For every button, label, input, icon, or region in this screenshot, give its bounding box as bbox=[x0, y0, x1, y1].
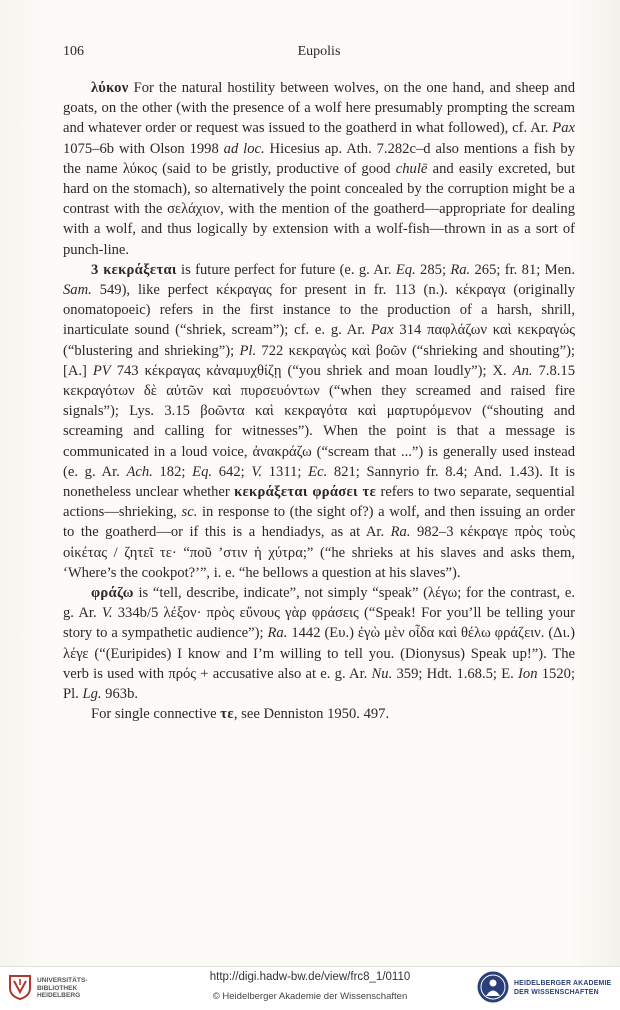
text-run: and easily excreted, but hard on the stomach), so alternatively the point concealed by the corruption might be a contrast with the σελάχιον, with the mention of the goatherd—appropriate for dealing with a wolf, and thus logically by extension with a wolf-fish—thrown in as a sort of punch-line. bbox=[63, 160, 575, 258]
text-run: 182; bbox=[152, 463, 193, 480]
paragraph-kekraxetai bbox=[63, 260, 575, 583]
text-run: 265; fr. 81; Men. bbox=[470, 261, 576, 278]
lemma: 3 κεκράξεται bbox=[91, 261, 177, 278]
text-run: is “tell, describe, indicate”, not simply “speak” (λέγω; for the contrast, e. g. Ar. bbox=[63, 585, 575, 622]
lemma: λύκον bbox=[91, 80, 129, 96]
running-title: Eupolis bbox=[297, 44, 341, 59]
italic-reference: Ion bbox=[518, 665, 538, 682]
italic-reference: Pax bbox=[370, 322, 394, 339]
italic-reference: Nu. bbox=[371, 665, 393, 682]
italic-reference: Ec. bbox=[308, 463, 328, 480]
text-run: 821; Sannyrio fr. 8.4; And. 1.43). It is nonetheless unclear whether bbox=[63, 463, 575, 501]
academy-seal-icon bbox=[476, 970, 510, 1004]
italic-reference: Ach. bbox=[126, 463, 153, 480]
copyright-notice: © Heidelberger Akademie der Wissenschaften bbox=[212, 991, 408, 1002]
text-run: 285; bbox=[415, 261, 451, 278]
text-run: 7.8.15 κεκραγότων δὲ αὐτῶν καὶ πυρσευόντων (“when they screamed and raised fire signals”); Lys. 3.15 βοῶντα καὶ κεκραγότα καὶ μαρτυρόμενον (“shouting and screaming and calling for witnesses”). When the point is that a message is communicated in a loud voice, ἀνακράζω (“scream that ...”) is generally used instead (e. g. Ar. bbox=[63, 362, 575, 480]
text-run: 549), like perfect κέκραγας for present in fr. 113 (n.). κέκραγα (originally onomatopoeic) refers in the first instance to the production of a harsh, shrill, inarticulate sound (“shriek, scream”); cf. e. g. Ar. bbox=[63, 282, 575, 339]
text-run: refers to two separate, sequential actions—shrieking, bbox=[63, 484, 575, 521]
commentary-text bbox=[63, 78, 575, 725]
italic-reference: An. bbox=[512, 362, 533, 379]
text-run: 314 παφλάζων καὶ κεκραγώς (“blustering and shrieking”); bbox=[63, 322, 575, 359]
lemma: κεκράξεται φράσει τε bbox=[234, 484, 377, 501]
library-name: UNIVERSITÄTS- BIBLIOTHEK HEIDELBERG bbox=[37, 977, 88, 1000]
university-library-logo[interactable] bbox=[8, 974, 148, 1004]
text-run: is future perfect for future (e. g. Ar. bbox=[176, 261, 396, 278]
text-run: 1442 (Ευ.) ἐγὼ μὲν οἶδα καὶ θέλω φράζειν. (Δι.) λέγε (“(Euripides) I know and I’m willing to tell you. (Dionysus) Speak up!”). The verb is used with πρός + accusative also at e. g. Ar. bbox=[63, 625, 576, 682]
page-number: 106 bbox=[63, 44, 84, 59]
paragraph-te bbox=[63, 704, 575, 724]
digitization-footer bbox=[0, 966, 620, 1010]
paragraph-lykon bbox=[63, 78, 575, 260]
text-run: For the natural hostility between wolves, on the one hand, and sheep and goats, on the other (with the presence of a wolf here presumably prompting the scream and whatever order or request was issued to the goatherd in what followed), cf. Ar. bbox=[63, 80, 575, 137]
italic-reference: Ra. bbox=[390, 524, 411, 541]
text-run: 743 κέκραγας κἀναμυχθίζῃ (“you shriek and moan loudly”); X. bbox=[110, 362, 513, 379]
italic-reference: Eq. bbox=[192, 463, 213, 480]
text-run: 1311; bbox=[262, 463, 309, 480]
paragraph-phrazo bbox=[63, 583, 575, 704]
academy-name: HEIDELBERGER AKADEMIE DER WISSENSCHAFTEN bbox=[514, 980, 612, 996]
lemma: φράζω bbox=[91, 585, 134, 602]
running-header bbox=[63, 44, 575, 62]
academy-logo[interactable] bbox=[476, 970, 616, 1006]
italic-reference: V. bbox=[251, 463, 263, 480]
italic-reference: Ra. bbox=[450, 261, 471, 278]
italic-reference: Pax bbox=[552, 120, 575, 137]
library-crest-icon bbox=[8, 974, 32, 1000]
text-run: in response to (the sight of?) a wolf, and then issuing an order to the goatherd—or if this is a hendiadys, as at Ar. bbox=[63, 504, 576, 541]
text-run: Hicesius ap. Ath. 7.282c–d also mentions a fish by the name λύκος (said to be gristly, productive of good bbox=[63, 140, 575, 177]
source-url-link[interactable]: http://digi.hadw-bw.de/view/frc8_1/0110 bbox=[209, 971, 411, 983]
text-run: For single connective bbox=[91, 706, 221, 723]
italic-reference: Sam. bbox=[63, 282, 92, 299]
text-run: 722 κεκραγὼς καὶ βοῶν (“shrieking and shouting”); [A.] bbox=[63, 342, 575, 379]
text-run: 1520; Pl. bbox=[63, 665, 575, 703]
text-run: 982–3 κέκραγε πρὸς τοὺς οἰκέτας / ζητεῖ τε· “ποῦ ’στιν ἡ χύτρα;” (“he shrieks at his slaves and asks them, ‘Where’s the cookpot?’”, i. e. “he bellows a question at his slaves”). bbox=[63, 524, 575, 581]
text-run: 642; bbox=[212, 463, 252, 480]
text-run: 1075–6b with Olson 1998 bbox=[63, 140, 224, 157]
text-run: 359; Hdt. 1.68.5; E. bbox=[392, 665, 519, 682]
italic-reference: V. bbox=[101, 605, 113, 622]
italic-reference: sc. bbox=[181, 504, 198, 521]
text-run: , see Denniston 1950. 497. bbox=[233, 706, 390, 723]
text-run: 963b. bbox=[101, 686, 139, 703]
italic-reference: Lg. bbox=[82, 686, 102, 703]
italic-reference: PV bbox=[92, 362, 111, 379]
italic-reference: Pl. bbox=[239, 342, 257, 359]
italic-reference: chulē bbox=[395, 160, 428, 177]
italic-reference: Ra. bbox=[267, 625, 288, 642]
italic-reference: Eq. bbox=[395, 261, 416, 278]
text-run: 334b/5 λέξον· πρὸς εὔνους γὰρ φράσεις (“Speak! For you’ll be telling your story to a sympathetic audience”); bbox=[63, 605, 575, 642]
italic-reference: ad loc. bbox=[223, 140, 265, 157]
lemma: τε bbox=[220, 706, 234, 723]
